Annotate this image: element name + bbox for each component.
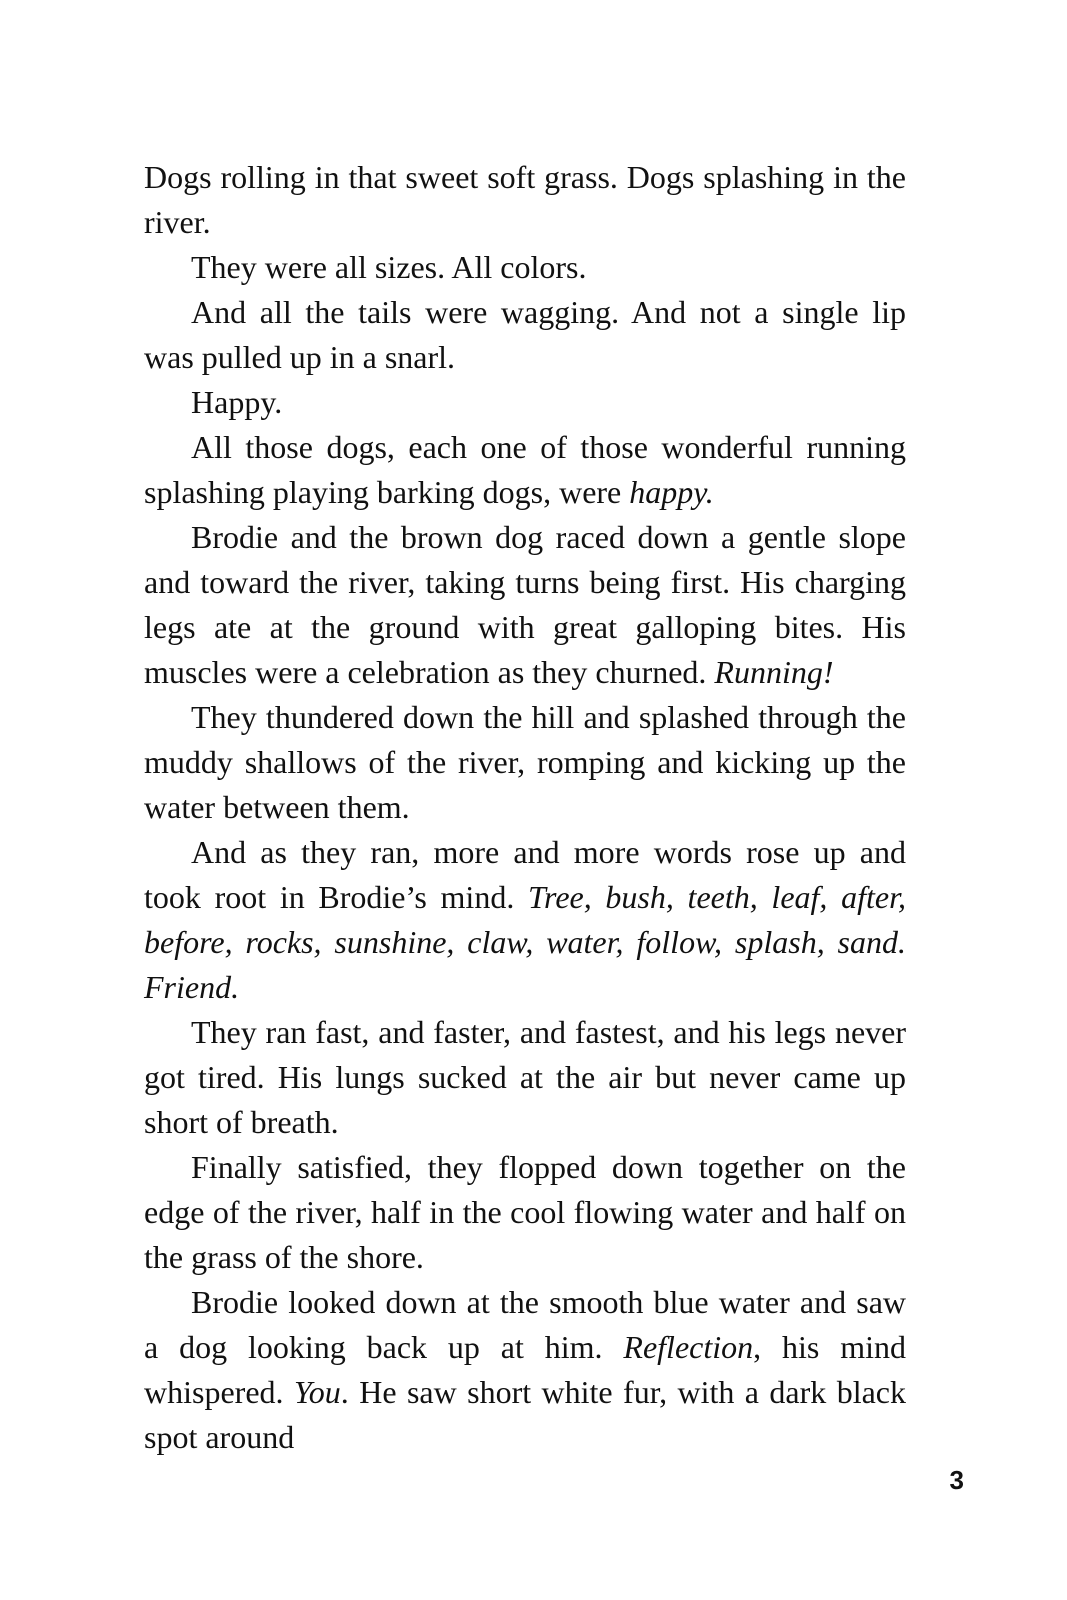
text-segment: Brodie and the brown dog raced down a gentle slope and toward the river, taking turns being first. His charging legs ate at the ground with great galloping bites. His muscles were a celebration as they churned. <box>144 519 906 690</box>
italic-text: Tree, bush, teeth, leaf, after, before, rocks, sunshine, claw, water, follow, splash, sand. Friend. <box>144 879 907 1005</box>
paragraph <box>144 425 906 515</box>
italic-text: happy. <box>629 474 714 510</box>
text-segment: Brodie looked down at the smooth blue water and saw a dog looking back up at him. <box>144 1284 906 1365</box>
text-segment: They were all sizes. All colors. <box>191 249 587 285</box>
paragraph <box>144 1145 906 1280</box>
paragraph <box>144 515 906 695</box>
text-segment: , his mind whispered. <box>144 1329 907 1410</box>
text-segment: All those dogs, each one of those wonderful running splashing playing barking dogs, were <box>144 429 906 510</box>
paragraph <box>144 1280 906 1460</box>
paragraph <box>144 695 906 830</box>
body-text <box>144 155 906 1460</box>
italic-text: Running! <box>714 654 834 690</box>
paragraph <box>144 290 906 380</box>
text-segment: . He saw short white fur, with a dark black spot around <box>144 1374 907 1455</box>
italic-text: Reflection <box>623 1329 754 1365</box>
text-segment: Dogs rolling in that sweet soft grass. Dogs splashing in the river. <box>144 159 906 240</box>
italic-text: You <box>293 1374 341 1410</box>
text-segment: Happy. <box>191 384 283 420</box>
text-segment: And all the tails were wagging. And not a single lip was pulled up in a snarl. <box>144 294 906 375</box>
page-number: 3 <box>949 1465 964 1495</box>
text-segment: They thundered down the hill and splashed through the muddy shallows of the river, romping and kicking up the water between them. <box>144 699 906 825</box>
paragraph <box>144 830 906 1010</box>
paragraph <box>144 1010 906 1145</box>
text-segment: Finally satisfied, they flopped down together on the edge of the river, half in the cool flowing water and half on the grass of the shore. <box>144 1149 906 1275</box>
paragraph <box>144 245 906 290</box>
paragraph <box>144 155 906 245</box>
text-segment: They ran fast, and faster, and fastest, and his legs never got tired. His lungs sucked at the air but never came up short of breath. <box>144 1014 906 1140</box>
text-segment: And as they ran, more and more words rose up and took root in Brodie’s mind. <box>144 834 906 915</box>
paragraph <box>144 380 906 425</box>
